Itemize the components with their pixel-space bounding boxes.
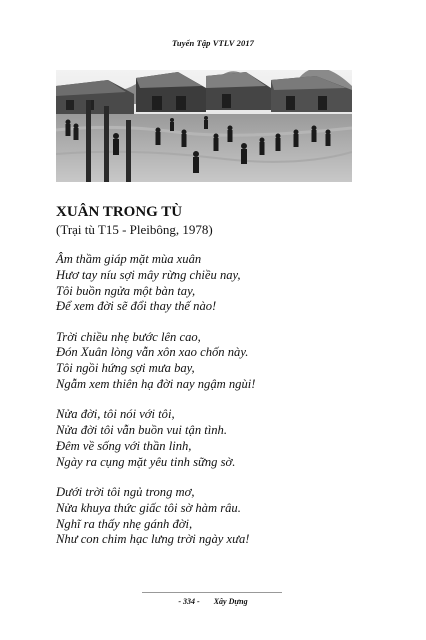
poem-line: Tôi ngồi hứng sợi mưa bay,	[56, 361, 195, 376]
stanza	[56, 407, 386, 470]
page-header: Tuyển Tập VTLV 2017	[171, 38, 255, 48]
poem-line: Nửa đời, tôi nói với tôi,	[56, 407, 175, 422]
prison-camp-photo	[56, 70, 352, 182]
poem-subtitle: (Trại tù T15 - Pleibông, 1978)	[56, 222, 213, 237]
poem-line: Đêm về sống với thần linh,	[56, 438, 192, 453]
page-footer	[0, 597, 426, 606]
poem-line: Trời chiều nhẹ bước lên cao,	[56, 329, 201, 344]
stanza	[56, 485, 386, 548]
poem-line: Dưới trời tôi ngủ trong mơ,	[56, 485, 195, 500]
poem-line: Nghĩ ra thấy nhẹ gánh đời,	[56, 516, 193, 531]
poem-line: Nửa khuya thức giấc tôi sờ hàm râu.	[56, 500, 241, 515]
poem-line: Để xem đời sẽ đổi thay thế nào!	[56, 299, 217, 314]
stanza	[56, 252, 386, 315]
poem-body	[56, 252, 386, 563]
poem-line: Nửa đời tôi vẫn buồn vui tận tình.	[56, 423, 228, 438]
poem-line: Như con chim hạc lưng trời ngày xưa!	[56, 532, 250, 547]
stanza	[56, 330, 386, 393]
poem-title: XUÂN TRONG TÙ	[56, 204, 183, 220]
poem-line: Đón Xuân lòng vẫn xôn xao chốn này.	[56, 345, 249, 360]
poem-line: Tôi buồn ngửa một bàn tay,	[56, 283, 196, 298]
page-number: - 334 -	[178, 597, 200, 606]
footer-divider	[142, 592, 282, 593]
poem-line: Ngẫm xem thiên hạ đời nay ngậm ngùi!	[56, 377, 256, 392]
poem-line: Hươ tay níu sợi mây rừng chiều nay,	[56, 267, 241, 282]
footer-author: Xây Dựng	[213, 597, 248, 606]
poem-line: Ngày ra cụng mặt yêu tinh sững sờ.	[56, 454, 236, 469]
poem-line: Âm thầm giáp mặt mùa xuân	[56, 252, 202, 266]
